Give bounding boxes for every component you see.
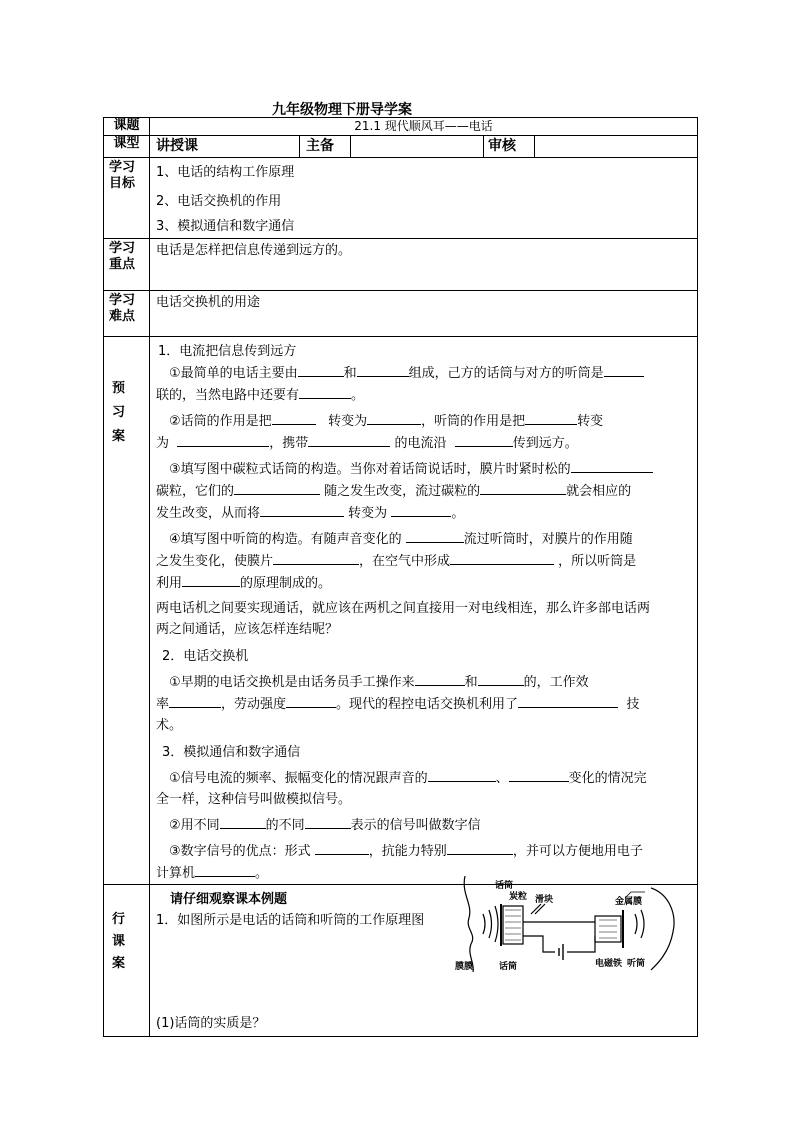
row-goals: [104, 158, 698, 239]
goals-content: [150, 158, 698, 239]
telephone-diagram: [455, 874, 695, 974]
bridge-question: 两电话机之间要实现通话，就应该在两机之间直接用一对电线相连，那么许多部电话两: [156, 601, 651, 616]
label-carbon: 炭粒: [509, 892, 528, 902]
question-1-3-cont2: 发生改变，从而将 转变为 。: [156, 502, 689, 524]
row-lesson-type: [104, 136, 698, 158]
label-mouthpiece-top: 话筒: [495, 881, 514, 891]
question-1-1: ①最简单的电话主要由 和 组成，己方的话筒与对方的听筒是: [156, 362, 689, 384]
lesson-type-label: 课型: [104, 136, 150, 158]
practice-label: 行 课 案: [104, 885, 150, 1037]
question-1-3: ③填写图中碳粒式话筒的构造。当你对着话筒说话时，膜片时紧时松的: [156, 458, 689, 480]
topic-value: 21.1 现代顺风耳——电话: [150, 118, 698, 136]
key-points-label: 学习 重点: [104, 239, 150, 291]
label-diaphragm: 膜膜: [455, 962, 474, 972]
label-metal-membrane: 金属膜: [615, 897, 643, 907]
battery-icon: [559, 944, 563, 960]
question-1-2: ②话筒的作用是把 转变为 ，听筒的作用是把 转变: [156, 410, 689, 432]
question-3-3-cont: 计算机 。: [156, 862, 689, 884]
question-1-3-cont: 碳粒，它们的 随之发生改变，流过碳粒的 就会相应的: [156, 480, 689, 502]
lead-teacher-label: 主备: [300, 136, 351, 158]
question-1-4: ④填写图中听筒的构造。有随声音变化的 流过听筒时，对膜片的作用随: [156, 528, 689, 550]
review-field: [535, 136, 698, 158]
review-label: 审核: [484, 136, 535, 158]
question-2-1: ①早期的电话交换机是由话务员手工操作来 和 的，工作效: [156, 671, 689, 693]
goal-item: 1、电话的结构工作原理: [156, 165, 295, 180]
goals-label: 学习 目标: [104, 158, 150, 239]
question-1-4-cont2: 利用 的原理制成的。: [156, 572, 689, 594]
row-key-points: [104, 239, 698, 291]
lead-teacher-field: [351, 136, 484, 158]
lesson-type-value: 讲授课: [150, 136, 300, 158]
section-2-title: 2．电话交换机: [162, 649, 249, 664]
preview-content: [150, 337, 698, 885]
question-1-4-cont: 之发生变化，使膜片 ，在空气中形成 ，所以听筒是: [156, 550, 689, 572]
difficult-points-content: 电话交换机的用途: [150, 291, 698, 337]
question-3-3: ③数字信号的优点：形式 ，抗能力特别 ，并可以方便地用电子: [156, 840, 689, 862]
question-1-2-cont: 为 ，携带 的电流沿 传到远方。: [156, 432, 689, 454]
bridge-question-cont: 两之间通话，应该怎样连结呢？: [156, 622, 339, 637]
goal-item: 3、模拟通信和数字通信: [156, 219, 295, 234]
difficult-points-label: 学习 难点: [104, 291, 150, 337]
row-difficult-points: [104, 291, 698, 337]
question-1-1-cont: 联的，当然电路中还要有 。: [156, 384, 689, 406]
question-3-1-cont: 全一样，这种信号叫做模拟信号。: [156, 792, 352, 807]
key-points-content: 电话是怎样把信息传递到远方的。: [150, 239, 698, 291]
label-rheostat: 滑块: [535, 895, 554, 905]
label-earpiece: 听筒: [627, 959, 646, 969]
row-topic: [104, 118, 698, 136]
label-electromagnet: 电磁铁: [595, 959, 623, 969]
ear-silhouette: [651, 888, 674, 970]
practice-heading: 请仔细观察课本例题: [170, 892, 288, 907]
question-3-2: ②用不同 的不同 表示的信号叫做数字信: [156, 814, 689, 836]
question-3-1: ①信号电流的频率、振幅变化的情况跟声音的 、 变化的情况完: [156, 767, 689, 789]
section-1-title: 1．电流把信息传到远方: [158, 344, 297, 359]
row-preview: [104, 337, 698, 885]
preview-label: 预 习 案: [104, 337, 150, 885]
goal-item: 2、电话交换机的作用: [156, 194, 282, 209]
topic-label: 课题: [104, 118, 150, 136]
head-silhouette: [464, 876, 473, 972]
section-3-title: 3．模拟通信和数字通信: [162, 745, 301, 760]
document-title: 九年级物理下册导学案: [272, 102, 412, 118]
question-2-1-cont: 率 ，劳动强度 。现代的程控电话交换机利用了 技: [156, 693, 689, 715]
carbon-chamber: [503, 906, 523, 944]
practice-question-1: 1．如图所示是电话的话筒和听筒的工作原理图: [156, 913, 425, 928]
practice-sub-question-1: (1)话筒的实质是？: [156, 1016, 266, 1031]
label-mouthpiece-bottom: 话筒: [499, 962, 518, 972]
question-2-1-cont2: 术。: [156, 718, 183, 733]
